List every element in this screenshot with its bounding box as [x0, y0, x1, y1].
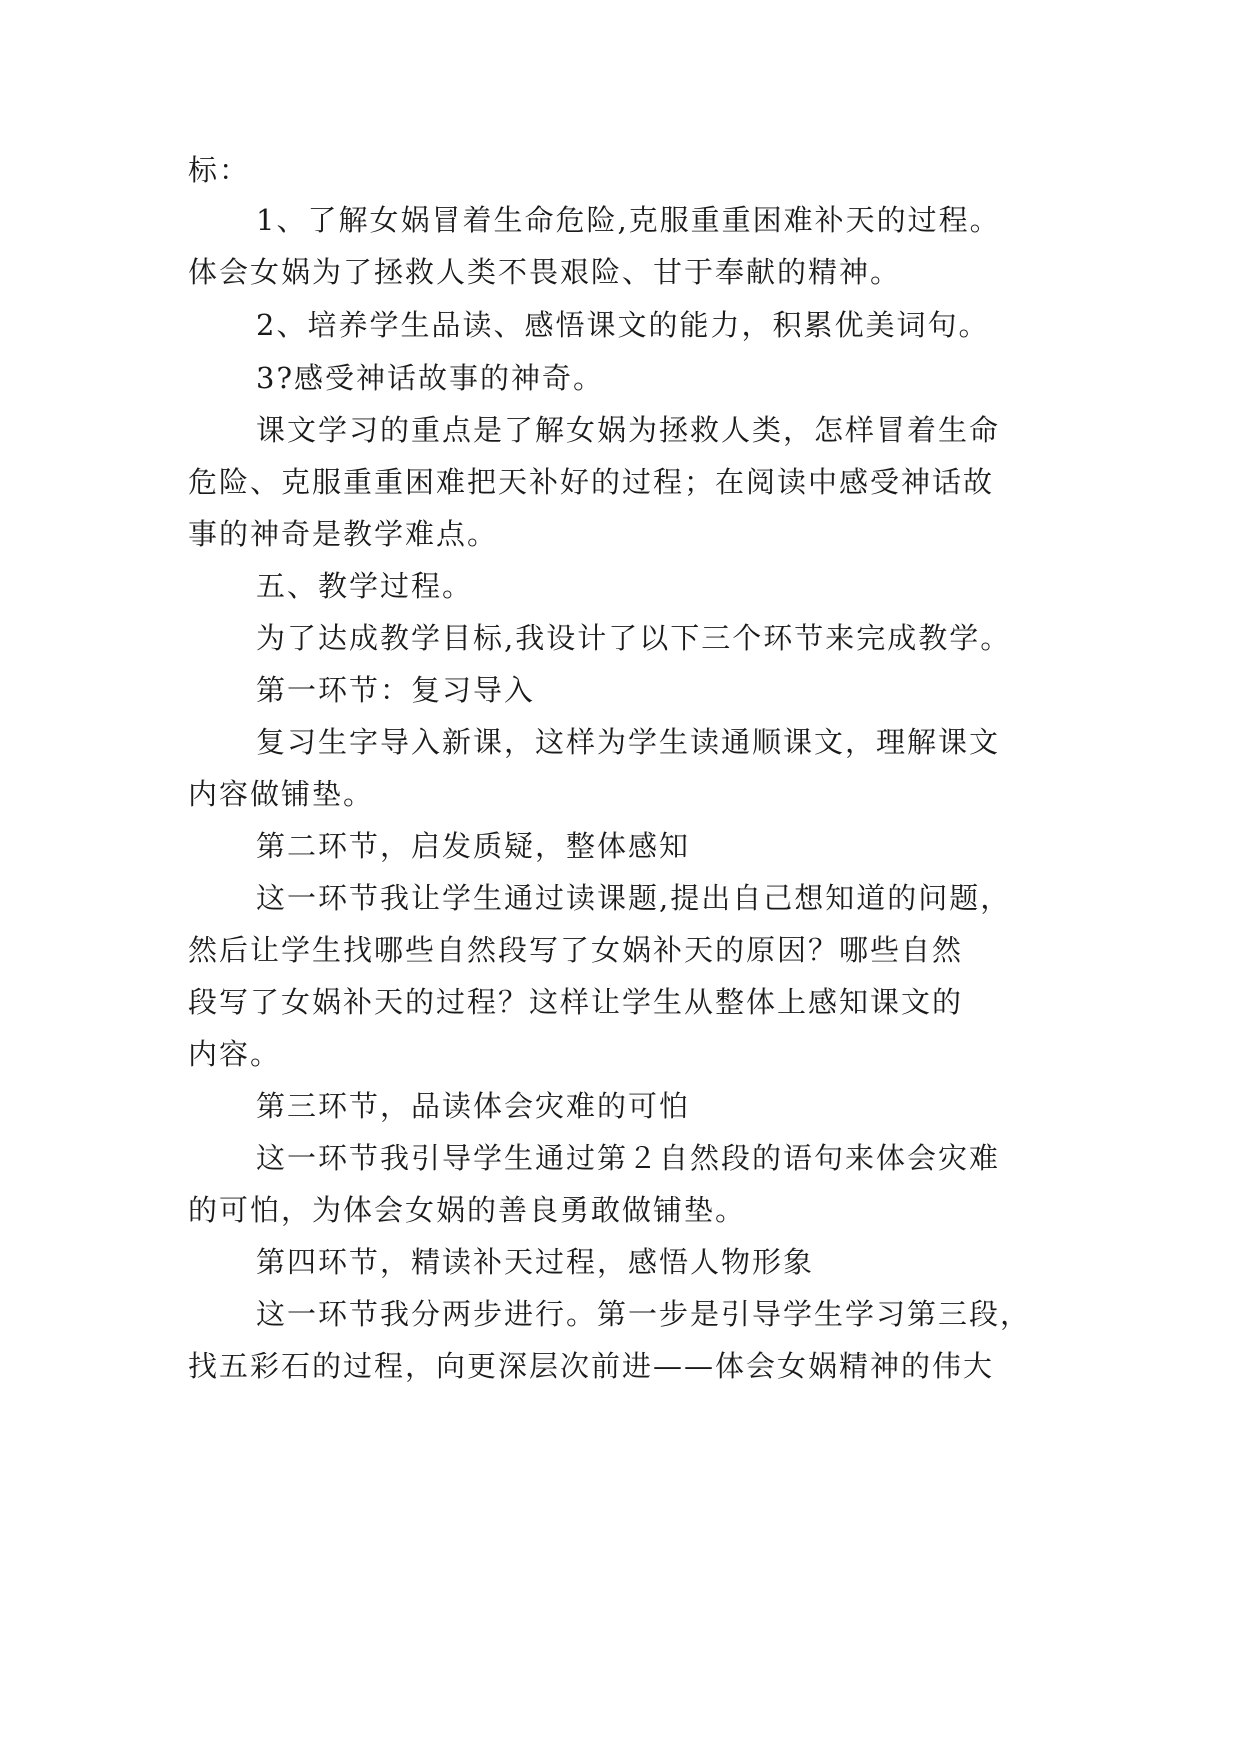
text-line: 第三环节，品读体会灾难的可怕 — [256, 1089, 691, 1123]
text-line: 找五彩石的过程，向更深层次前进——体会女娲精神的伟大 — [188, 1349, 995, 1383]
text-line: 2、培养学生品读、感悟课文的能力，积累优美词句。 — [256, 308, 990, 342]
text-line: 的可怕，为体会女娲的善良勇敢做铺垫。 — [188, 1193, 747, 1227]
text-line: 第四环节，精读补天过程，感悟人物形象 — [256, 1245, 815, 1279]
text-line: 体会女娲为了拯救人类不畏艰险、甘于奉献的精神。 — [188, 255, 902, 289]
text-line: 段写了女娲补天的过程？这样让学生从整体上感知课文的 — [188, 985, 964, 1019]
text-line: 这一环节我分两步进行。第一步是引导学生学习第三段， — [256, 1297, 1032, 1331]
text-line: 这一环节我让学生通过读课题,提出自己想知道的问题， — [256, 881, 1012, 915]
text-line: 3?感受神话故事的神奇。 — [256, 361, 604, 395]
text-line: 1、了解女娲冒着生命危险,克服重重困难补天的过程。 — [256, 203, 1001, 237]
text-line: 五、教学过程。 — [256, 569, 474, 603]
text-line: 复习生字导入新课，这样为学生读通顺课文，理解课文 — [256, 725, 1001, 759]
text-line: 事的神奇是教学难点。 — [188, 517, 499, 551]
text-line: 危险、克服重重困难把天补好的过程；在阅读中感受神话故 — [188, 465, 995, 499]
text-line: 为了达成教学目标,我设计了以下三个环节来完成教学。 — [256, 621, 1012, 655]
text-line: 第二环节，启发质疑，整体感知 — [256, 829, 691, 863]
text-line: 然后让学生找哪些自然段写了女娲补天的原因？哪些自然 — [188, 933, 964, 967]
text-line: 内容。 — [188, 1037, 282, 1071]
text-line: 这一环节我引导学生通过第２自然段的语句来体会灾难 — [256, 1141, 1001, 1175]
text-line: 第一环节：复习导入 — [256, 673, 536, 707]
text-line: 内容做铺垫。 — [188, 777, 375, 811]
text-line: 标： — [188, 153, 251, 187]
text-line: 课文学习的重点是了解女娲为拯救人类，怎样冒着生命 — [256, 413, 1001, 447]
